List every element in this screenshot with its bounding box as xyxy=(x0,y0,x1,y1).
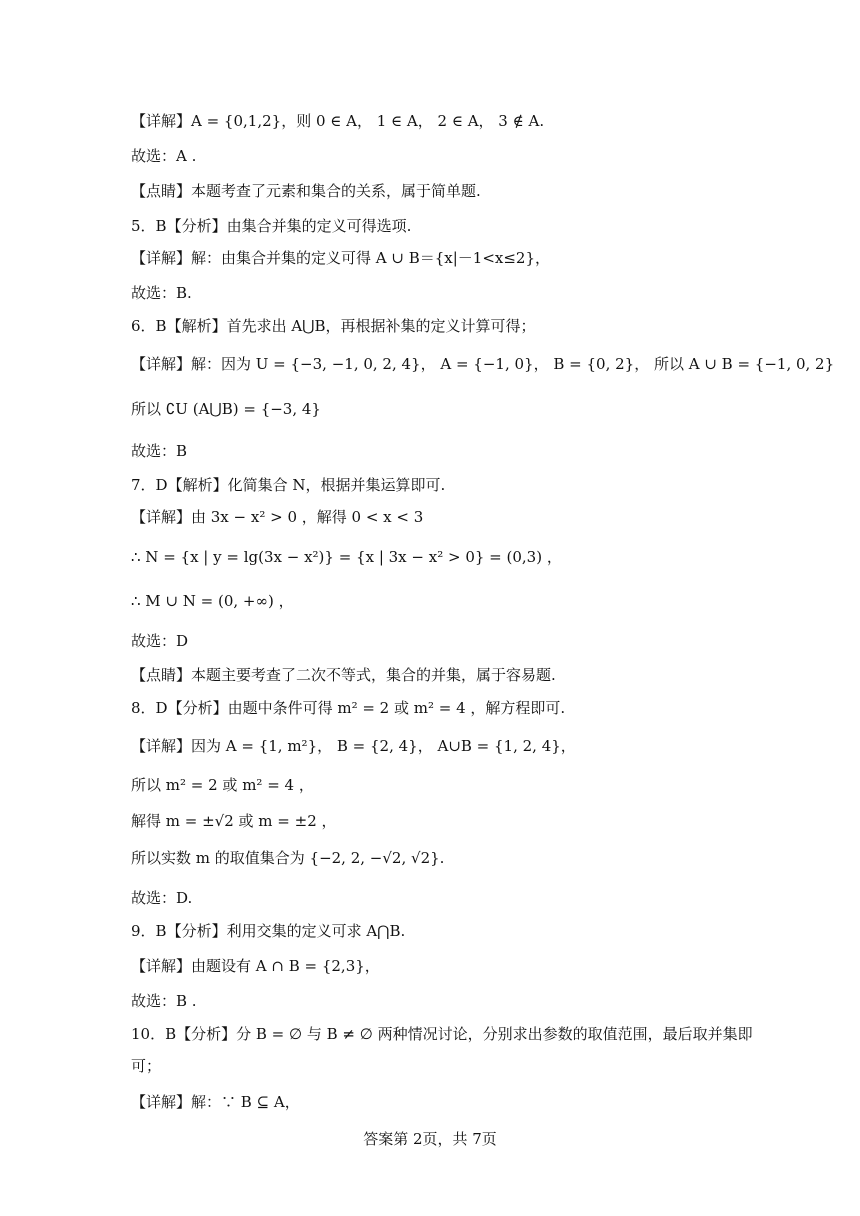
text-line: ∴ N = {x | y = lg(3x − x²)} = {x | 3x − x² > 0} = (0,3) ， xyxy=(131,548,562,566)
text-line: 故选：D xyxy=(131,632,189,650)
text-line: 【详解】解：因为 U = {−3, −1, 0, 2, 4}， A = {−1, 0}， B = {0, 2}， 所以 A ∪ B = {−1, 0, 2} xyxy=(131,355,835,373)
text-line: 7．D【解析】化简集合 N，根据并集运算即可. xyxy=(131,476,446,494)
text-line: 故选：D. xyxy=(131,889,193,907)
text-line: 【详解】由 3x − x² > 0 ，解得 0 < x < 3 xyxy=(131,508,424,526)
text-line: 所以实数 m 的取值集合为 {−2, 2, −√2, √2}. xyxy=(131,849,445,867)
text-line: 【详解】由题设有 A ∩ B = {2,3}， xyxy=(131,957,380,975)
text-line: 【详解】因为 A = {1, m²}， B = {2, 4}， A∪B = {1, 2, 4}， xyxy=(131,737,576,755)
text-line: 8．D【分析】由题中条件可得 m² = 2 或 m² = 4 ，解方程即可. xyxy=(131,699,566,717)
text-line: 【点睛】本题考查了元素和集合的关系，属于简单题. xyxy=(131,182,481,200)
text-line: 6．B【解析】首先求出 A⋃B，再根据补集的定义计算可得； xyxy=(131,317,536,335)
text-line: 故选：B. xyxy=(131,284,192,302)
text-line: 【详解】解：由集合并集的定义可得 A ∪ B＝{x|－1<x≤2}， xyxy=(131,249,551,267)
text-line: 10．B【分析】分 B = ∅ 与 B ≠ ∅ 两种情况讨论，分别求出参数的取值范围，最后取并集即 xyxy=(131,1025,753,1043)
text-line: 所以 ∁U (A⋃B) = {−3, 4} xyxy=(131,400,321,418)
text-line: 【详解】A = {0,1,2}，则 0 ∈ A， 1 ∈ A， 2 ∈ A， 3 ∉ A. xyxy=(131,112,545,130)
text-line: 【点睛】本题主要考查了二次不等式，集合的并集，属于容易题. xyxy=(131,666,556,684)
text-line: 解得 m = ±√2 或 m = ±2 ， xyxy=(131,812,337,830)
text-line: 5．B【分析】由集合并集的定义可得选项. xyxy=(131,217,412,235)
text-line: ∴ M ∪ N = (0, +∞) ， xyxy=(131,592,294,610)
text-line: 故选：A . xyxy=(131,147,197,165)
page-footer: 答案第 2页，共 7页 xyxy=(363,1130,497,1148)
text-line: 故选：B . xyxy=(131,992,197,1010)
text-line: 所以 m² = 2 或 m² = 4 ， xyxy=(131,776,314,794)
text-line: 故选：B xyxy=(131,442,188,460)
text-line: 【详解】解：∵ B ⊆ A， xyxy=(131,1093,300,1111)
text-line: 9．B【分析】利用交集的定义可求 A⋂B. xyxy=(131,922,406,940)
text-line: 可； xyxy=(131,1057,162,1075)
